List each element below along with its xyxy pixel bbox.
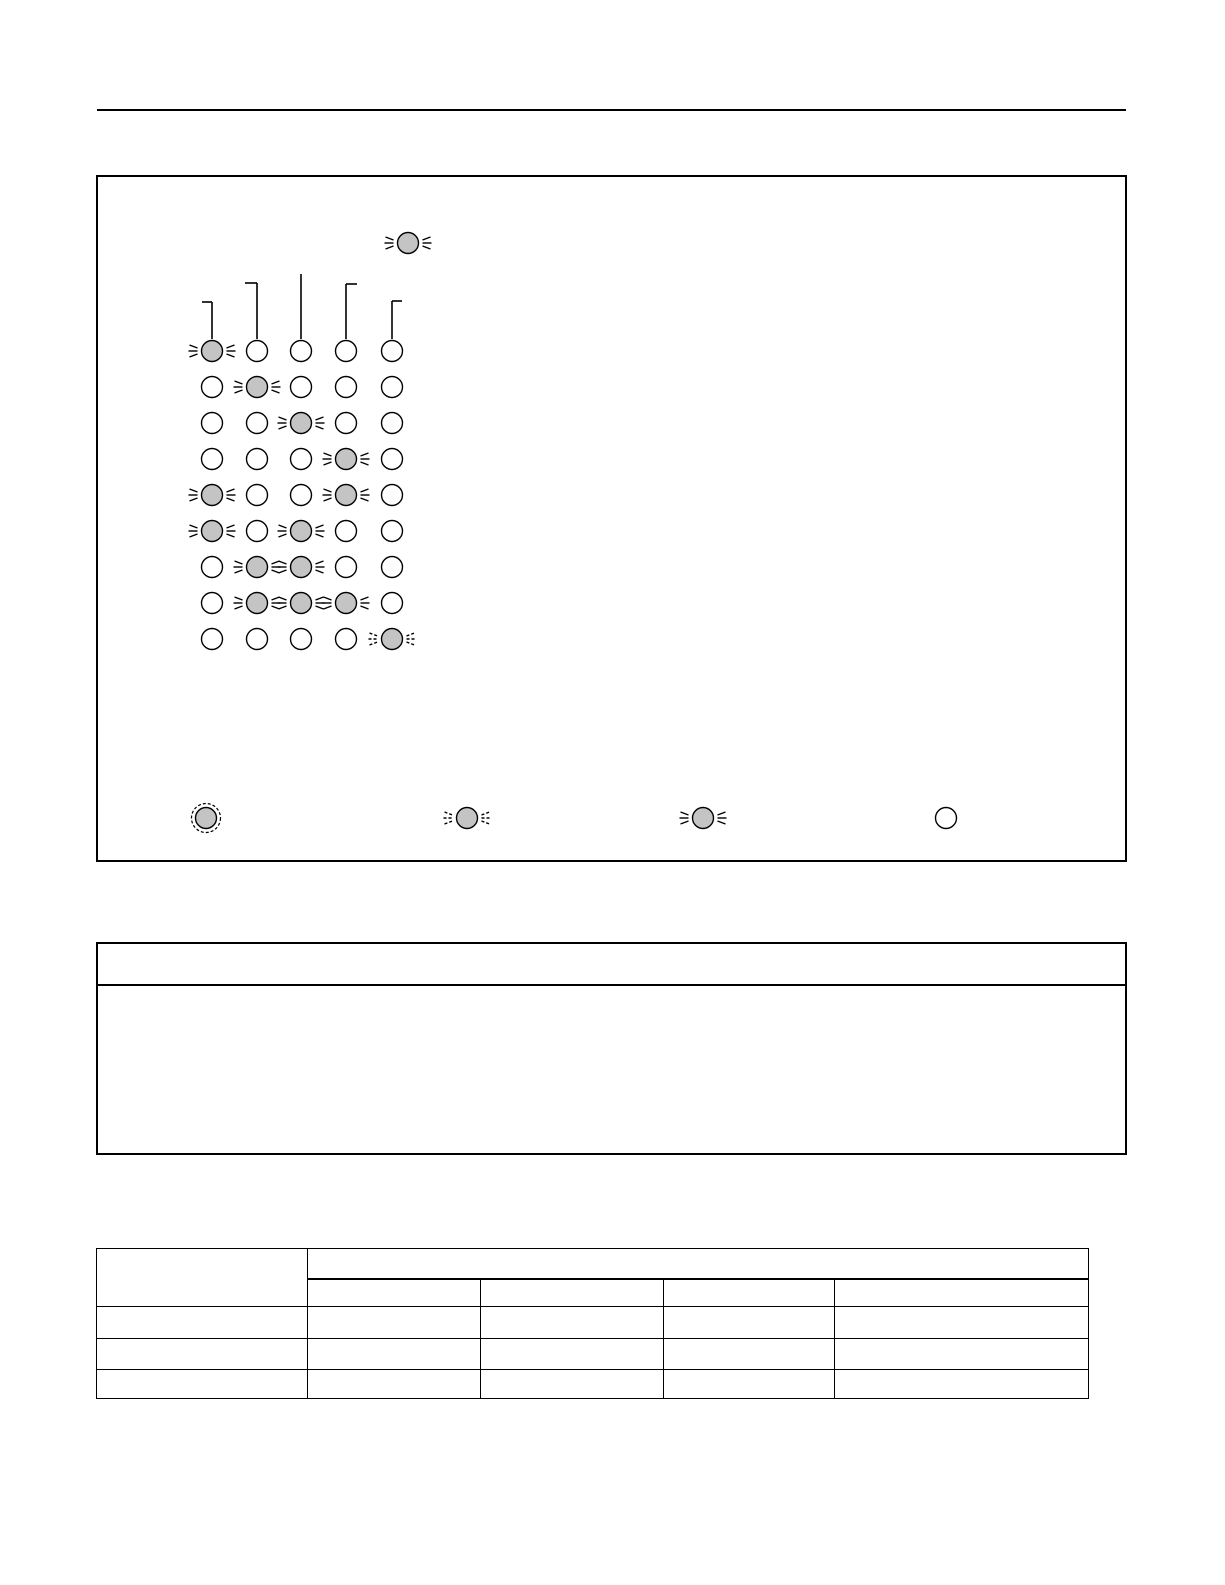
led-indicator xyxy=(291,629,312,650)
led-indicator xyxy=(189,485,236,506)
led-indicator xyxy=(291,485,312,506)
led-indicator xyxy=(336,521,357,542)
table-cell xyxy=(481,1307,664,1339)
table-row xyxy=(97,1370,1089,1399)
table-cell xyxy=(664,1370,835,1399)
led-indicator xyxy=(323,593,370,614)
led-matrix-diagram xyxy=(98,177,1129,864)
led-indicator xyxy=(247,521,268,542)
led-indicator xyxy=(247,341,268,362)
table-cell xyxy=(308,1279,481,1307)
led-indicator xyxy=(278,521,325,542)
led-indicator xyxy=(382,593,403,614)
table-cell xyxy=(481,1279,664,1307)
led-indicator xyxy=(247,449,268,470)
table-row xyxy=(97,1307,1089,1339)
led-indicator xyxy=(247,413,268,434)
led-indicator xyxy=(323,485,370,506)
led-indicator xyxy=(291,449,312,470)
table-cell xyxy=(308,1339,481,1370)
led-indicator xyxy=(202,557,223,578)
table-group-header xyxy=(308,1249,1089,1279)
led-indicator xyxy=(336,557,357,578)
led-indicator xyxy=(234,593,281,614)
led-indicator xyxy=(278,593,325,614)
legend-led-icon xyxy=(680,808,727,829)
led-status-panel xyxy=(96,175,1127,862)
led-indicator xyxy=(336,413,357,434)
column-leader-line xyxy=(392,301,402,339)
led-indicator xyxy=(234,557,281,578)
column-leader-line xyxy=(245,283,257,339)
led-indicator xyxy=(202,593,223,614)
led-indicator xyxy=(291,341,312,362)
led-indicator xyxy=(382,449,403,470)
led-indicator xyxy=(382,521,403,542)
table-cell xyxy=(308,1370,481,1399)
table-cell xyxy=(481,1370,664,1399)
led-indicator xyxy=(291,377,312,398)
led-indicator xyxy=(202,449,223,470)
led-indicator xyxy=(369,629,416,650)
table-cell xyxy=(97,1307,308,1339)
led-indicator xyxy=(278,557,325,578)
legend-led-icon xyxy=(936,808,957,829)
table-row xyxy=(97,1339,1089,1370)
table-cell xyxy=(664,1339,835,1370)
table-corner-cell xyxy=(97,1249,308,1307)
table-cell xyxy=(835,1339,1089,1370)
table-cell xyxy=(835,1307,1089,1339)
table-cell xyxy=(664,1307,835,1339)
column-leader-line xyxy=(346,284,357,339)
table-cell xyxy=(308,1307,481,1339)
led-indicator xyxy=(202,413,223,434)
led-indicator xyxy=(323,449,370,470)
led-indicator xyxy=(247,629,268,650)
led-indicator xyxy=(189,341,236,362)
led-indicator xyxy=(336,629,357,650)
table-cell xyxy=(835,1370,1089,1399)
led-indicator xyxy=(382,413,403,434)
header-rule xyxy=(97,109,1126,111)
table-cell xyxy=(835,1279,1089,1307)
column-leader-line xyxy=(202,302,212,339)
specification-table xyxy=(96,1248,1089,1399)
led-indicator xyxy=(382,377,403,398)
note-box xyxy=(96,942,1127,1155)
note-box-header xyxy=(98,944,1125,986)
led-indicator xyxy=(336,377,357,398)
status-led-icon xyxy=(385,233,432,254)
legend-led-icon xyxy=(192,804,221,833)
table-cell xyxy=(97,1370,308,1399)
led-indicator xyxy=(336,341,357,362)
led-indicator xyxy=(234,377,281,398)
table-cell xyxy=(481,1339,664,1370)
led-indicator xyxy=(247,485,268,506)
led-indicator xyxy=(382,557,403,578)
led-indicator xyxy=(278,413,325,434)
led-indicator xyxy=(382,485,403,506)
table-header-row xyxy=(97,1249,1089,1279)
led-indicator xyxy=(202,377,223,398)
legend-led-icon xyxy=(444,808,491,829)
table-cell xyxy=(97,1339,308,1370)
led-indicator xyxy=(202,629,223,650)
led-indicator xyxy=(189,521,236,542)
led-indicator xyxy=(382,341,403,362)
table-cell xyxy=(664,1279,835,1307)
